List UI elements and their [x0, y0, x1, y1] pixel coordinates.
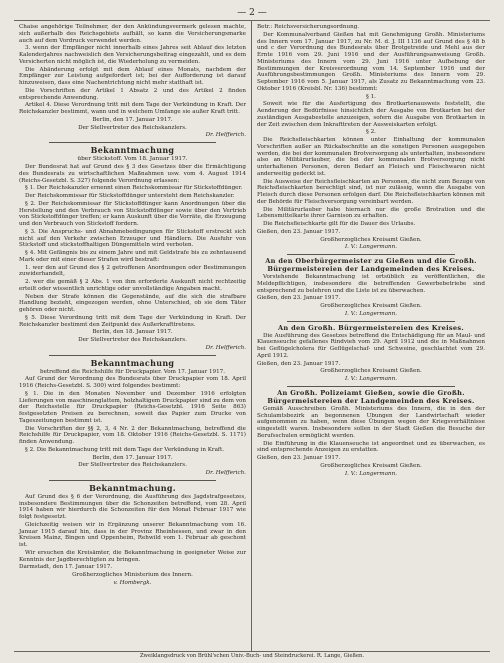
paragraph: Der Reichskommissar für Stickstoffdünger untersteht dem Reichskanzler. [25, 193, 235, 199]
paragraph: § 2. Die Bekanntmachung tritt mit dem Tage der Verkündung in Kraft. [25, 446, 225, 453]
notice-date: Gießen, den 23. Januar 1917. [257, 360, 341, 367]
notice-heading: Bekanntmachung [90, 357, 175, 368]
paragraph: Neben der Strafe können die Gegenstände, auf die sich die strafbare Handlung bezieht, eingezogen werden, ohne Unterschied, ob sie dem Täter gehören oder nicht. [19, 293, 246, 313]
paragraph: Wir ersuchen die Kreisämter, die Bekanntmachung in geeigneter Weise zur Kenntnis der Jagdberechtigten zu bringen. [19, 549, 246, 563]
signatory-title: Großherzogliches Kreisamt Gießen. [320, 368, 422, 375]
signatory-title: Der Stellvertreter des Reichskanzlers. [78, 337, 187, 343]
paragraph: § 5. Diese Verordnung tritt mit dem Tage der Verkündung in Kraft. Der Reichskanzler bestimmt den Zeitpunkt des Außerkrafttretens. [19, 314, 246, 328]
notice-date: Gießen, den 23. Januar 1917. [257, 455, 341, 461]
section-divider [49, 355, 216, 356]
notice-reference: Betr.: Reichsversicherungsordnung. [257, 24, 360, 30]
paragraph: Die Reichsfleischkarten können unter Einhaltung der kommunalen Vorschriften außer an Rückabschnitte an die sonstigen Personen ausgegeben werden, die bei der kommunalen Brotversorgung als unterhalten, insbesondere also an Militärurlauber, die bei der kommunalen Brotversorgung nicht unterhaltenen Personen, deren Bedarf an Fleisch und Fleischwaren nicht anderweitig gedeckt ist. [257, 137, 485, 177]
signatory-title: Der Stellvertreter des Reichskanzlers. [78, 462, 187, 469]
page-number: — 2 — [237, 8, 267, 18]
paragraph: Auf Grund der Verordnung des Bundesrats über Druckpapier vom 18. April 1916 (Reichs-Gesetzbl. S. 300) wird folgendes bestimmt: [19, 376, 246, 389]
notice-date: Gießen, den 23. Januar 1917. [257, 295, 341, 302]
paragraph: § 1. Der Reichskanzler ernennt einen Reichskommissar für Stickstoffdünger. [25, 185, 243, 192]
paragraph: Vorstehende Bekanntmachung ist ortsüblich zu veröffentlichen, die Meldepflichtigen, insbesondere die betreffenden Gewerbebetriebe sind entsprechend zu belehren und die Liste ist zu überwachen. [257, 274, 485, 294]
notice-date: Berlin, den 17. Januar 1917. [92, 116, 173, 123]
paragraph: § 3. Die Anspruchs- und Abnahmebedingungen für Stickstoff erstreckt sich nicht auf den Verkehr zwischen Erzeuger und Händlern. Die Ausfuhr von Stickstoff und stickstoffhaltigen Düngemitteln wird verboten. [19, 228, 246, 249]
notice-druckpapier [19, 358, 246, 477]
notice-subheading: betreffend die Reichshilfe für Druckpapier. Vom 17. Januar 1917. [40, 368, 225, 375]
paragraph: Die Abänderung erfolgt mit dem Ablauf eines Monats, nachdem der Empfänger zur Leistung aufgefordert ist; bei der Aufforderung ist darauf hinzuweisen, dass eine Nachentrichtung nicht mehr statthaft ist. [19, 66, 246, 86]
paragraph: Die Ausweise der Reichsfleischkarten an Personen, die nicht zum Bezuge von Reichsfleischkarten berechtigt sind, ist nur zulässig, wenn die Ausgabe von Fleisch durch diese Personen erfolgen darf. Die Reichsfleischkarten können mit der Behörde für Fleischversorgung vereinbart werden. [257, 178, 485, 205]
paragraph: Gemäß Ausschreiben Großh. Ministeriums des Innern, die in den der Schulamtsbezirk an begonnenen Ubungen der Landwirtschaft wieder aufgenommen zu haben, wenn diese Übungen wegen der Kriegsverhältnisse eingestellt waren. Insbesondere sollen in der Stadt Gießen die Besuche der Berufsschulen ermöglicht werden. [257, 405, 485, 439]
signatory-name: I. V.: Langermann. [344, 470, 398, 477]
paragraph: § 4. Mit Gefängnis bis zu einem Jahre und mit Geldstrafe bis zu zehntausend Mark oder mit einer dieser Strafen wird bestraft: [19, 250, 246, 263]
signatory-name: I. V.: Langermann. [344, 310, 398, 317]
signatory-title: Großherzogliches Ministerium des Innern. [72, 572, 193, 578]
paragraph: Der Bundesrat hat auf Grund des § 3 des Gesetzes über die Ermächtigung des Bundesrats zu wirtschaftlichen Maßnahmen usw. vom 4. August 1914 (Reichs-Gesetzbl. S. 327) folgende Verordnung erlassen: [19, 164, 246, 184]
paragraph: Die Reichsfleischkarte gilt für die Dauer des Urlaubs. [263, 221, 416, 227]
paragraph: Der Kommunalverband Gießen hat mit Genehmigung Großh. Ministeriums des Innern vom 17. Januar 1917, zu Nr. M. d. J. III 1136 auf Grund des § 48 b und c der Verordnung des Bundesrats über Brotgetreide und Mehl aus der Ernte 1916 vom 29. Juni 1916 und der Ausführungsanweisung Großh. Ministeriums des Innern vom 29. Juni 1916 unter Aufhebung der Bestimmungen der Kreisverordnung vom 14. September 1916 und der Ausführungsbestimmungen Großh. Ministeriums des Innern vom 29. September 1916 vom 5. Januar 1917, als Zusatz zu Bekanntmachung vom 23. Oktober 1916 (Kreisbl. Nr. 136) bestimmt: [257, 31, 485, 92]
section-divider [49, 480, 216, 481]
notice-heading: An den Großh. Bürgermeistereien des Kreises. [277, 323, 465, 332]
two-column-layout [14, 20, 490, 651]
paragraph: Die Ausführung des Gesetzes betreffend die Entschädigung für an Maul- und Klauenseuche gefallenes Rindvieh vom 29. April 1912 und die in Maßnahmen bei Geflügelcholera für Geflügelschaf- und Schweine, geschlachtet vom 29. April 1912. [257, 332, 485, 359]
paragraph: Auf Grund des § 6 der Verordnung, die Ausführung des Jagdstrafgesetzes, insbesondere Bestimmungen über die Schonzeiten betreffend, vom 28. April 1914 haben wir hierdurch die Schonzeiten für den Monat Februar 1917 wie folgt festgesetzt. [19, 493, 246, 520]
paragraph: Soweit wie für die Ausfertigung des Brotkartenausweis feststellt, die Aenderung der Bedürfnisse hinsichtlich der Ausgabe von Brotkarten bei der zuständigen Ausgabestelle anzuzeigen, sofern die Ausgabe von Brotkarten in der Zeit zwischen dem Inkrafttreten der Ausweiskarten erfolgt. [257, 101, 485, 128]
notice-date: Darmstadt, den 17. Januar 1917. [19, 564, 113, 571]
notice-subheading: über Stickstoff. Vom 18. Januar 1917. [77, 156, 188, 162]
signatory-title: Der Stellvertreter des Reichskanzlers. [78, 124, 187, 131]
paragraph: Artikel 4. Diese Verordnung tritt mit dem Tage der Verkündung in Kraft. Der Reichskanzler bestimmt, wann und in welchem Umfange sie außer Kraft tritt. [19, 102, 246, 115]
signatory-name: Dr. Helfferich. [205, 344, 246, 351]
paragraph: 1. wer den auf Grund des § 2 getroffenen Anordnungen oder Bestimmungen zuwiderhandelt, [19, 264, 246, 278]
signatory-name: v. Hombergk. [113, 579, 152, 586]
notice-date: Gießen, den 23. Januar 1917. [257, 228, 341, 235]
section-divider [287, 254, 455, 255]
signatory-title: Großherzogliches Kreisamt Gießen. [320, 462, 422, 469]
section-number: § 2. [366, 129, 376, 136]
notice-oberbuergermeister [257, 257, 485, 318]
notice-date: Berlin, den 18. Januar 1917. [92, 329, 173, 336]
notice-stickstoff [19, 145, 246, 352]
notice-heading: Bekanntmachung [90, 145, 175, 155]
signatory-name: I. V.: Langermann. [344, 376, 398, 382]
left-column [14, 21, 252, 651]
section-number: § 1. [366, 93, 376, 100]
section-divider [49, 142, 216, 143]
notice-brotkarten [257, 24, 485, 251]
paragraph: § 2. Der Reichskommissar für Stickstoffdünger kann Anordnungen über die Herstellung und den Verbrauch von Stickstoffdünger sowie über den Vertrieb von Stickstoffdünger treffen; er kann Auskunft über die Vorräte, die Erzeugung und den Verbrauch von Stickstoff fordern. [19, 200, 246, 227]
paragraph: Gleichzeitig weisen wir in Ergänzung unserer Bekanntmachung vom 16. Januar 1915 darauf hin, dass in der Provinz Rheinhessen, und zwar in den Kreisen Mainz, Bingen und Oppenheim, Rehwild vom 1. Februar ab geschont ist. [19, 521, 246, 548]
signatory-title: Großherzogliches Kreisamt Gießen. [320, 303, 422, 309]
right-column [252, 21, 490, 651]
paragraph: Die Militärurlauber habe hiernach nur die große Brotration und die Lebensmittelkarte ihrer Garnison zu erhalten. [257, 206, 485, 220]
paragraph: Chaise angehörige Teilnehmer, der den Ankündungsvermerk gelesen machte, sich außerhalb des Reichsgebiets aufhält, so kann die Versicherungsmarke auch auf dem Vordruck verwendet werden. [19, 24, 246, 44]
signatory-title: Großherzogliches Kreisamt Gießen. [320, 236, 422, 243]
paragraph: Die Vorschriften der Artikel 1 Absatz 2 und des Artikel 2 finden entsprechende Anwendung. [19, 87, 246, 101]
notice-jagd [19, 483, 246, 587]
paragraph: § 1. Die in den Monaten November und Dezember 1916 erfolgten Lieferungen von maschinenglattem, holzhaltigem Druckpapier sind zu dem von der Reichsstelle für Druckpapier (Reichs-Gesetzbl. 1916 Seite 863) festgesetzten Preisen zu berechnen, soweit das Papier zum Drucke von Tageszeitungen bestimmt ist. [19, 390, 246, 424]
notice-heading: Bekanntmachung. [89, 482, 176, 493]
paragraph: 2. wer die gemäß § 2 Abs. 1 von ihm erforderte Auskunft nicht rechtzeitig erteilt oder wissentlich unrichtige oder unvollständige Angaben macht. [19, 279, 246, 292]
notice-continuation [19, 24, 246, 139]
section-divider [287, 386, 455, 387]
signatory-name: I. V.: Langermann. [344, 244, 398, 251]
notice-heading: An den Oberbürgermeister zu Gießen und die Großh. Bürgermeistereien der Landgemeinden des Kreises. [265, 257, 477, 273]
notice-date: Berlin, den 17. Januar 1917. [92, 454, 173, 461]
notice-seuche [257, 324, 485, 383]
paragraph: Die Einführung in die Klauenseuche ist angeordnet und zu überwachen, es sind entsprechende Anzeigen zu erstatten. [257, 440, 485, 454]
section-divider [287, 321, 455, 322]
notice-heading: An Großh. Polizeiamt Gießen, sowie die Großh. Bürgermeistereien der Landgemeinden des Kreises. [267, 388, 475, 405]
printer-imprint: Zweiklangsdruck von Brühl'schen Univ.-Buch- und Steindruckerei. R. Lange, Gießen. [14, 651, 490, 660]
notice-polizeiamt [257, 389, 485, 478]
paragraph: Die Vorschriften der §§ 2, 3, 4 Nr. 2 der Bekanntmachung, betreffend die Reichshilfe für Druckpapier, vom 18. Oktober 1916 (Reichs-Gesetzbl. S. 1171) finden Anwendung. [19, 425, 246, 445]
paragraph: 3. wenn der Empfänger nicht innerhalb eines Jahres seit Ablauf des letzten Kalenderjahres nachweislich den Versicherungsbeitrag eingezahlt, und es dem Versicherten nicht möglich ist, die Wiederholung zu vermeiden. [19, 45, 246, 65]
signatory-name: Dr. Helfferich. [205, 132, 246, 139]
signatory-name: Dr. Helfferich. [205, 470, 246, 476]
